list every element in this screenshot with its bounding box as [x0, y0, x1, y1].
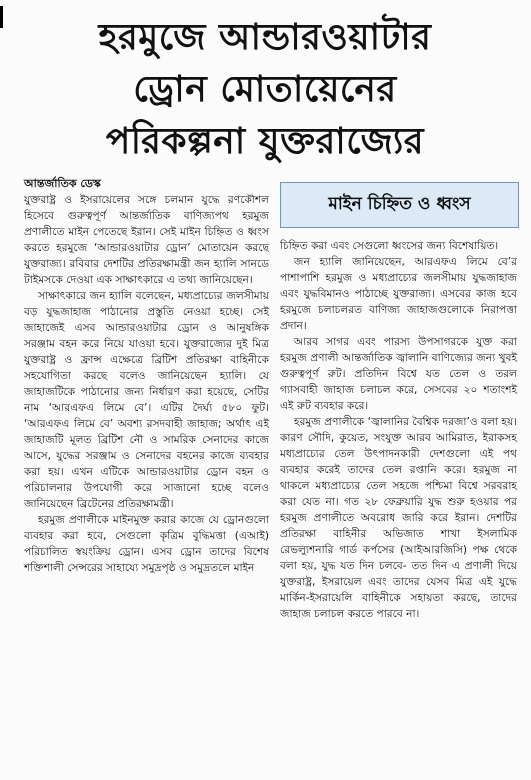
article-left-column: [24, 176, 269, 576]
article-right-column: [280, 238, 517, 622]
paragraph: জন হ্যালি জানিয়েছেন, আরএফএ লিমে বে’র পাশাপাশি হরমুজ ও মধ্যপ্রাচ্যের জলসীমায় যুদ্ধজাহাজ এবং যুদ্ধবিমানও পাঠাচ্ছে যুক্তরাজ্য। এসবের কাজ হবে হরমুজে চলাচলরত বাণিজ্য জাহাজগুলোকে নিরাপত্তা প্রদান।: [280, 256, 517, 332]
headline: [30, 12, 500, 168]
paragraph: হরমুজ প্রণালীকে মাইনমুক্ত করার কাজে যে ড্রোনগুলো ব্যবহার করা হবে, সেগুলো কৃত্রিম বুদ্ধিমত্তা (এআই) পরিচালিত স্বয়ংক্রিয় ড্রোন। এসব ড্রোন তাদের বিশেষ শক্তিশালী সেন্সরের সাহায্যে সমুদ্রপৃষ্ঠ ও সমুদ্রতলে মাইন: [24, 514, 269, 574]
headline-line-2: ড্রোন মোতায়েনের: [133, 69, 397, 110]
paragraph: সাক্ষাৎকারে জন হ্যালি বলেছেন, মধ্যপ্রাচ্যের জলসীমায় বড় যুদ্ধজাহাজ পাঠানোর প্রস্তুতি নেওয়া হচ্ছে। সেই জাহাজেই এসব আন্ডারওয়াটার ড্রোন ও আনুষঙ্গিক সরঞ্জাম বহন করে নিয়ে যাওয়া হবে। যুক্তরাজ্যের দুই মিত্র যুক্তরাষ্ট্র ও ফ্রান্স এক্ষেত্রে ব্রিটিশ প্রতিরক্ষা বাহিনীকে সহযোগিতা করছে বলেও জানিয়েছেন হ্যালি। যে জাহাজটিকে পাঠানোর জন্য নির্ধারণ করা হয়েছে, সেটির নাম ‘আরএফএ লিমে বে’। এটির দৈর্ঘ্য ৫৮০ ফুট। ‘আরএফএ লিমে বে’ অবশ্য রসদবাহী জাহাজ; অর্থাৎ এই জাহাজটি মূলত ব্রিটিশ নৌ ও সামরিক সেনাদের কাজে আসে, যুদ্ধের সরঞ্জাম ও সেনাদের বহনের কাজে ব্যবহার করা হয়। এখন এটিকে আন্ডারওয়াটার ড্রোন বহন ও পরিচালনার উপযোগী করে সাজানো হচ্ছে বলেও জানিয়েছেন ব্রিটেনের প্রতিরক্ষামন্ত্রী।: [24, 290, 269, 510]
headline-line-3: পরিকল্পনা যুক্তরাজ্যের: [105, 121, 425, 162]
headline-line-1: হরমুজে আন্ডারওয়াটার: [98, 17, 432, 58]
paragraph: আরব সাগর এবং পারস্য উপসাগরকে যুক্ত করা হরমুজ প্রণালী আন্তর্জাতিক জ্বালানি বাণিজ্যের জন্য খুবই গুরুত্বপূর্ণ রুট। প্রতিদিন বিশ্বে যত তেল ও তরল গ্যাসবাহী জাহাজ চলাচল করে, সেসবের ২০ শতাংশই এই রুট ব্যবহার করে।: [280, 336, 517, 412]
subheading-box: [280, 182, 519, 228]
paragraph: চিহ্নিত করা এবং সেগুলো ধ্বংসের জন্য বিশেষায়িত।: [280, 240, 499, 252]
column-edge-mark: [0, 6, 3, 28]
paragraph: যুক্তরাষ্ট্র ও ইসরায়েলের সঙ্গে চলমান যুদ্ধে রণকৌশল হিসেবে গুরুত্বপূর্ণ আন্তর্জাতিক বাণিজ্যপথ হরমুজ প্রণালীতে মাইন পেতেছে ইরান। সেই মাইন চিহ্নিত ও ধ্বংস করতে হরমুজে ‘আন্ডারওয়াটার ড্রোন’ মোতায়েন করছে যুক্তরাজ্য। রবিবার দেশটির প্রতিরক্ষামন্ত্রী জন হ্যালি সানডে টাইমসকে দেওয়া এক সাক্ষাৎকারে এ তথ্য জানিয়েছেন।: [24, 194, 269, 286]
desk-label: আন্তর্জাতিক ডেস্ক: [24, 177, 101, 190]
paragraph: হরমুজ প্রণালীকে ‘জ্বালানির বৈশ্বিক দরজা’ও বলা হয়। কারণ সৌদি, কুয়েত, সংযুক্ত আরব আমিরাত, ইরাকসহ মধ্যপ্রাচ্যের তেল উৎপাদনকারী দেশগুলো এই পথ ব্যবহার করেই তাদের তেল রপ্তানি করে। হরমুজ না থাকলে মধ্যপ্রাচ্যের তেল সহজে পশ্চিমা বিশ্বে সরবরাহ করা যেত না। গত ২৮ ফেব্রুয়ারি যুদ্ধ শুরু হওয়ার পর হরমুজ প্রণালীতে অবরোধ জারি করে ইরান। দেশটির প্রতিরক্ষা বাহিনীর অভিজাত শাখা ইসলামিক রেভল্যুশনারি গার্ড কর্পসের (আইআরজিসি) পক্ষ থেকে বলা হয়, যুদ্ধ যত দিন চলবে- তত দিন এ প্রণালী দিয়ে যুক্তরাষ্ট্র, ইসরায়েল এবং তাদের যেসব মিত্র এই যুদ্ধে মার্কিন-ইসরায়েলি বাহিনীকে সহায়তা করছে, তাদের জাহাজ চলাচল করতে পারবে না।: [280, 416, 517, 620]
subheading: মাইন চিহ্নিত ও ধ্বংস: [328, 194, 471, 214]
